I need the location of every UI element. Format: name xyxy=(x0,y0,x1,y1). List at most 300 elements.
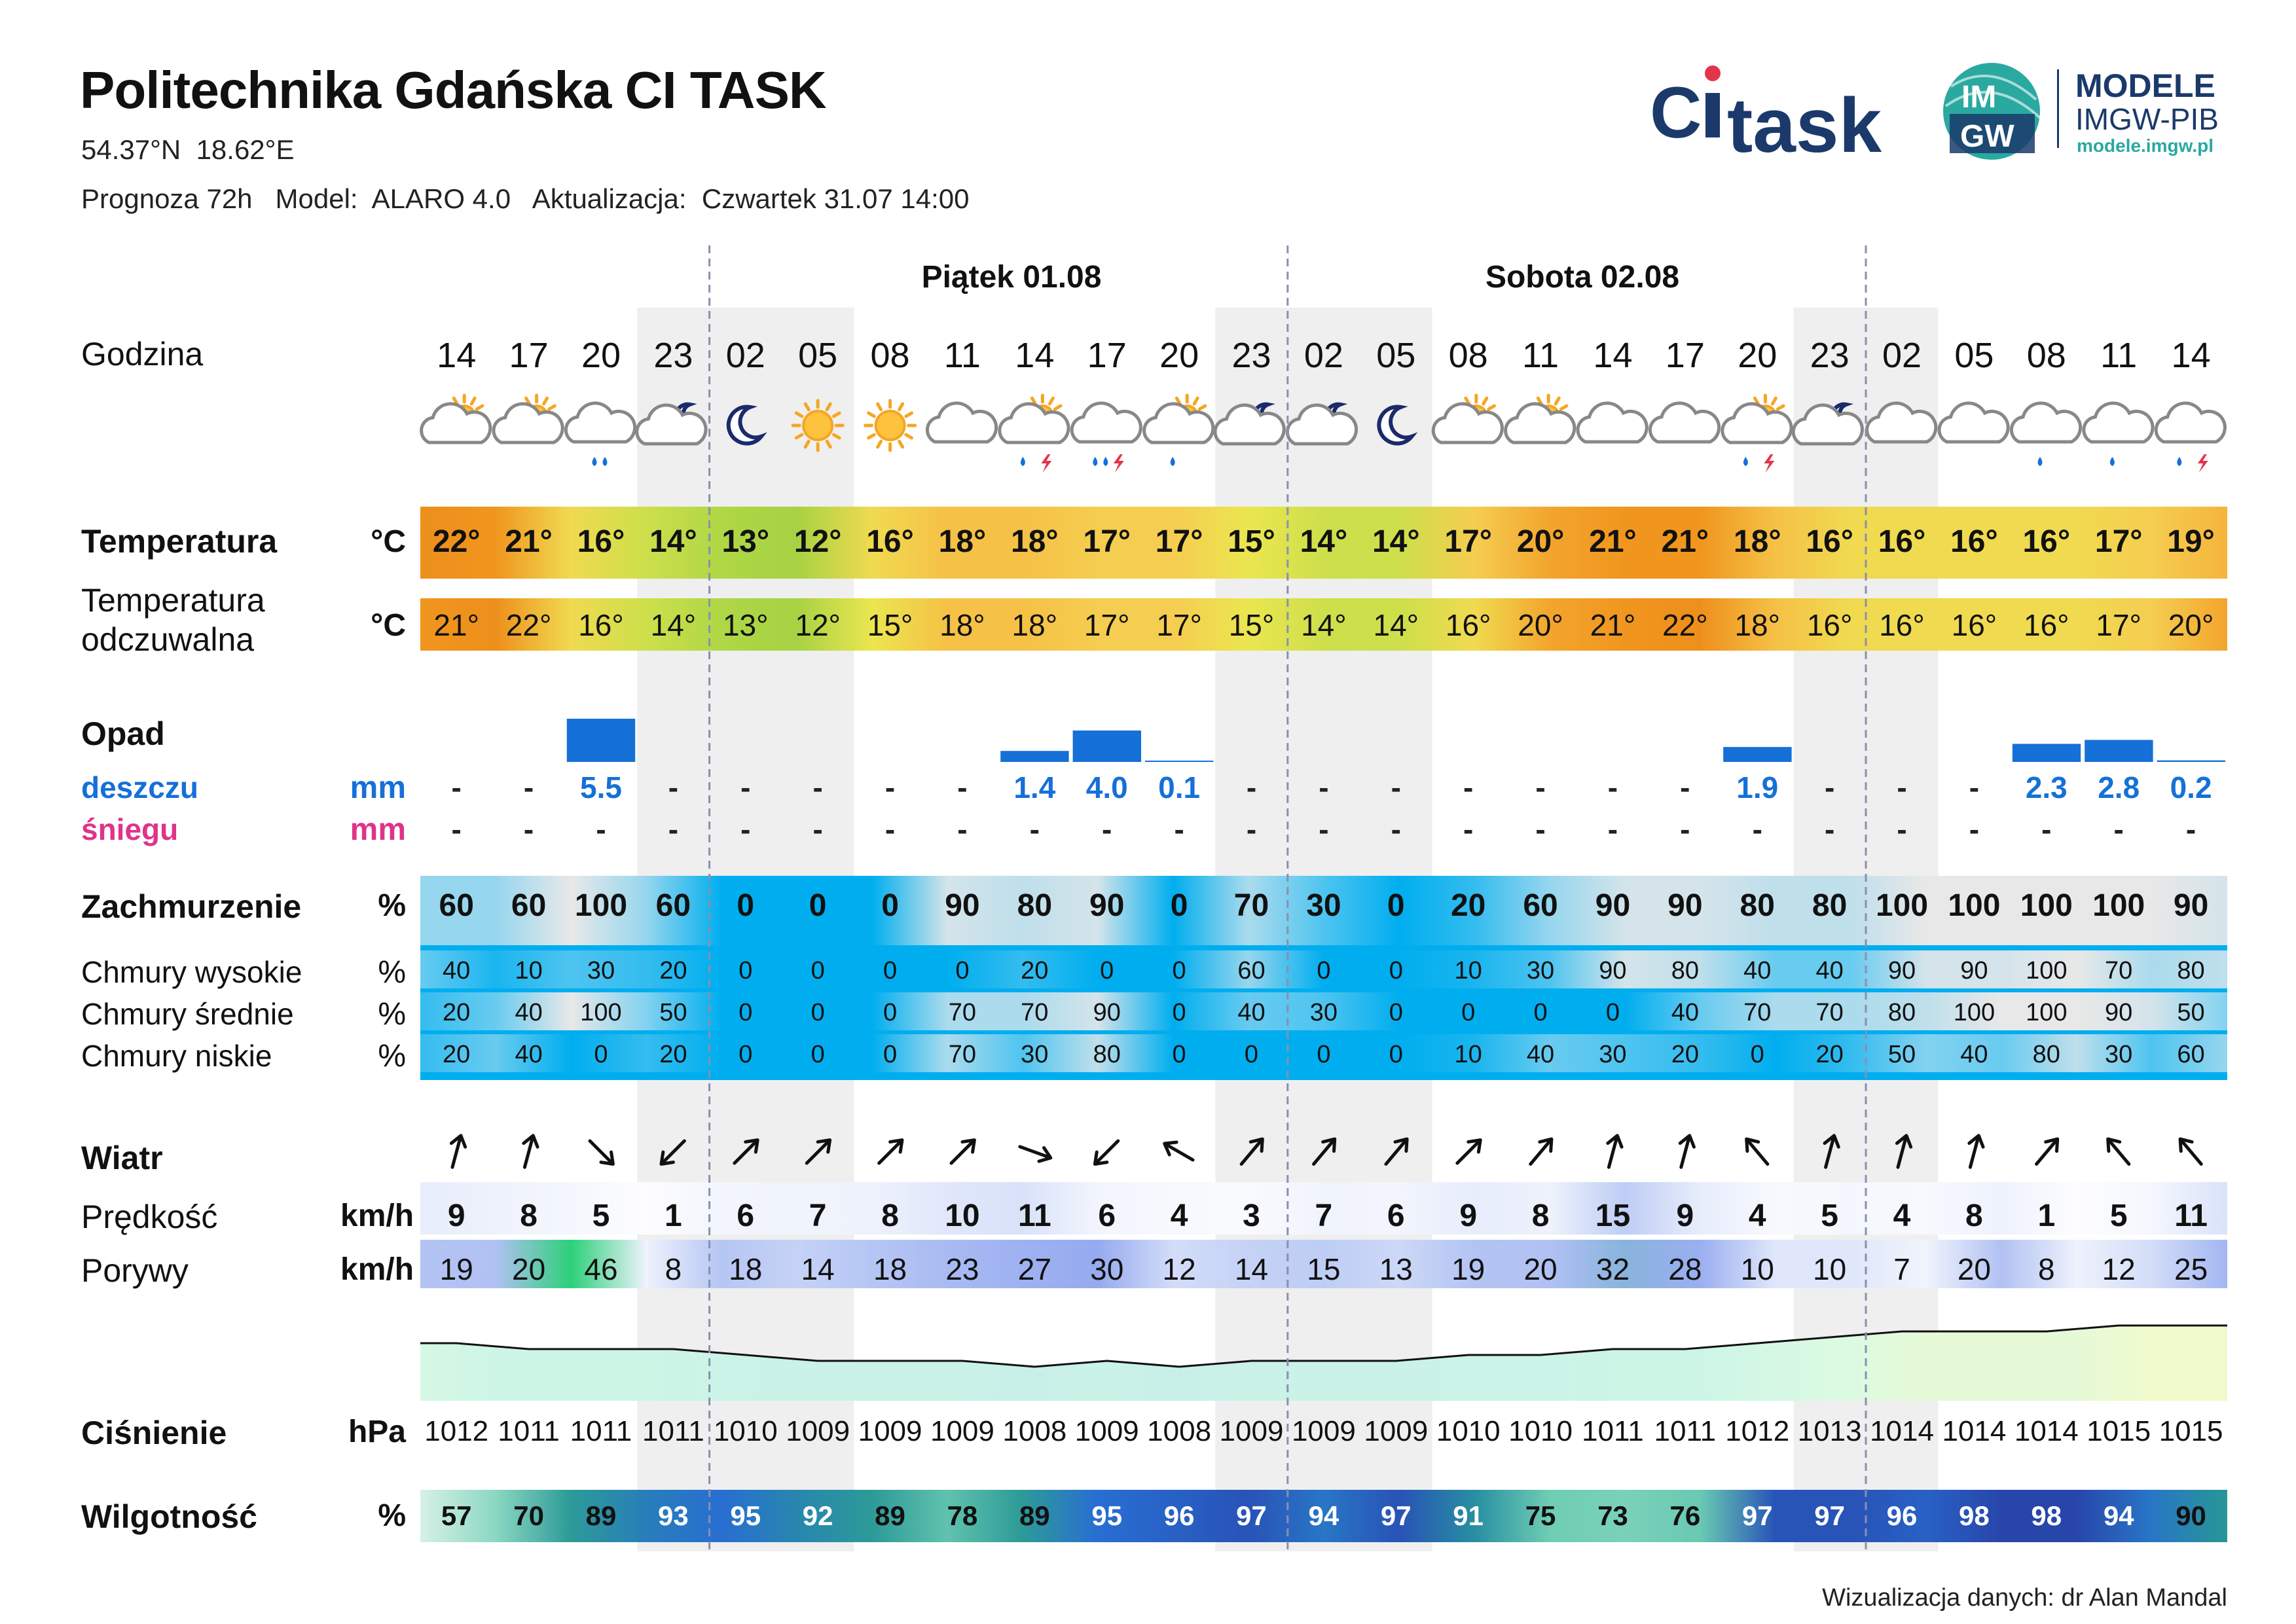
wind-arrow-icon xyxy=(2175,1134,2207,1168)
high-cloud-value: 0 xyxy=(1317,957,1331,984)
high-cloud-value: 80 xyxy=(1671,957,1699,984)
rain-drop-icon xyxy=(1743,457,1748,466)
hour-label: 05 xyxy=(1954,336,1994,375)
snow-value: - xyxy=(812,812,823,846)
weather-partly-day-icon xyxy=(1000,395,1068,473)
snow-value: - xyxy=(1969,812,1980,846)
row-label-temperature: Temperatura xyxy=(81,523,278,560)
rain-drop-icon xyxy=(592,457,597,466)
low-cloud-value: 0 xyxy=(883,1041,898,1068)
gust-value: 20 xyxy=(1957,1252,1991,1286)
lightning-icon xyxy=(2198,454,2208,473)
hour-label: 14 xyxy=(1015,336,1055,375)
gust-value: 14 xyxy=(1234,1252,1269,1286)
cloud-cover-value: 60 xyxy=(439,888,474,923)
row-label-cloud-cover: Zachmurzenie xyxy=(81,888,302,925)
feels-like-value: 15° xyxy=(867,608,913,642)
feels-like-value: 16° xyxy=(1879,608,1925,642)
gust-value: 7 xyxy=(1893,1252,1910,1286)
weather-sun-icon xyxy=(866,401,915,450)
wind-arrow-icon xyxy=(1161,1137,1196,1166)
high-cloud-value: 0 xyxy=(883,957,898,984)
wind-speed-value: 5 xyxy=(1821,1199,1838,1233)
row-label-rain: deszczu xyxy=(81,770,198,804)
snow-value: - xyxy=(2113,812,2124,846)
snow-value: - xyxy=(740,812,751,846)
high-cloud-value: 30 xyxy=(587,957,615,984)
low-cloud-value: 0 xyxy=(738,1041,753,1068)
low-cloud-value: 80 xyxy=(2032,1041,2060,1068)
wind-speed-value: 1 xyxy=(665,1199,682,1233)
cloud-cover-value: 90 xyxy=(1595,888,1631,923)
rain-value: - xyxy=(523,770,534,804)
high-cloud-value: 90 xyxy=(1960,957,1988,984)
feels-like-values xyxy=(420,607,2227,643)
feels-like-value: 20° xyxy=(2168,608,2214,642)
mid-cloud-value: 90 xyxy=(1093,999,1121,1026)
mid-cloud-value: 50 xyxy=(2177,999,2205,1026)
wind-speed-value: 6 xyxy=(1098,1199,1116,1233)
cloud-cover-value: 100 xyxy=(1948,888,2001,923)
pressure-value: 1015 xyxy=(2086,1415,2151,1447)
high-cloud-values xyxy=(420,957,2227,985)
weather-cloudy-icon xyxy=(1072,403,1140,473)
mid-cloud-value: 90 xyxy=(2105,999,2133,1026)
weather-cloudy-icon xyxy=(566,403,634,466)
hour-label: 23 xyxy=(653,336,693,375)
wind-arrow-icon xyxy=(1452,1135,1485,1168)
humidity-value: 98 xyxy=(2031,1500,2062,1531)
weather-partly-day-icon xyxy=(1433,395,1502,442)
snow-value: - xyxy=(1319,812,1329,846)
low-cloud-value: 20 xyxy=(659,1041,687,1068)
pressure-value: 1009 xyxy=(786,1415,850,1447)
row-label-mid-clouds: Chmury średnie xyxy=(81,997,294,1031)
snow-value: - xyxy=(2185,812,2196,846)
weather-cloudy-icon xyxy=(2156,403,2225,473)
pressure-value: 1014 xyxy=(2014,1415,2079,1447)
feels-like-value: 20° xyxy=(1518,608,1563,642)
rain-value: - xyxy=(668,770,679,804)
unit-wind-speed: km/h xyxy=(340,1199,414,1233)
feels-like-value: 18° xyxy=(939,608,985,642)
pressure-value: 1012 xyxy=(1725,1415,1790,1447)
rain-bar xyxy=(1145,761,1213,762)
feels-like-value: 22° xyxy=(1662,608,1708,642)
temperature-values xyxy=(420,524,2227,560)
snow-value: - xyxy=(1824,812,1835,846)
mid-cloud-value: 0 xyxy=(1533,999,1548,1026)
mid-cloud-value: 100 xyxy=(1953,999,1995,1026)
unit-pressure: hPa xyxy=(348,1415,406,1449)
pressure-value: 1015 xyxy=(2159,1415,2223,1447)
wind-arrow-icon xyxy=(518,1134,540,1169)
unit-snow: mm xyxy=(350,812,406,847)
gust-value: 10 xyxy=(1813,1252,1847,1286)
temperature-value: 16° xyxy=(866,524,914,559)
mid-cloud-value: 40 xyxy=(1237,999,1266,1026)
wind-speed-value: 9 xyxy=(1459,1199,1478,1233)
feels-like-value: 16° xyxy=(1951,608,1997,642)
pressure-value: 1008 xyxy=(1147,1415,1212,1447)
feels-like-value: 22° xyxy=(505,608,552,642)
cloud-cover-value: 70 xyxy=(1233,888,1269,923)
rain-bar xyxy=(1073,731,1141,762)
humidity-value: 97 xyxy=(1380,1500,1412,1531)
temperature-value: 17° xyxy=(1155,524,1203,559)
mid-cloud-value: 100 xyxy=(580,999,622,1026)
unit-humidity: % xyxy=(378,1498,406,1533)
snow-values xyxy=(420,812,2227,847)
snow-value: - xyxy=(1102,812,1112,846)
pressure-value: 1014 xyxy=(1942,1415,2007,1447)
cloud-cover-value: 80 xyxy=(1812,888,1848,923)
high-cloud-value: 90 xyxy=(1887,957,1916,984)
wind-speed-value: 4 xyxy=(1893,1199,1911,1233)
high-cloud-value: 30 xyxy=(1526,957,1555,984)
snow-value: - xyxy=(451,812,462,846)
wind-arrow-icon xyxy=(1525,1134,1557,1168)
unit-low-clouds: % xyxy=(378,1039,406,1074)
rain-value: 0.2 xyxy=(2170,770,2212,804)
temperature-value: 18° xyxy=(1733,524,1781,559)
pressure-value: 1013 xyxy=(1797,1415,1862,1447)
feels-like-value: 15° xyxy=(1228,608,1275,642)
gust-value: 28 xyxy=(1668,1252,1702,1286)
mid-cloud-value: 0 xyxy=(1389,999,1403,1026)
low-cloud-value: 30 xyxy=(1599,1041,1627,1068)
weather-cloudy-icon xyxy=(2084,403,2153,466)
snow-value: - xyxy=(1680,812,1690,846)
weather-cloudy-icon xyxy=(1939,403,2008,442)
wind-arrow-icon xyxy=(2102,1134,2134,1168)
unit-cloud-cover: % xyxy=(378,888,406,923)
high-cloud-value: 40 xyxy=(1743,957,1772,984)
mid-cloud-value: 30 xyxy=(1309,999,1338,1026)
hours-row xyxy=(420,335,2227,376)
gust-value: 12 xyxy=(2102,1252,2136,1286)
rain-drop-icon xyxy=(1093,457,1097,466)
rain-value: - xyxy=(957,770,968,804)
location-coords: 54.37°N 18.62°E xyxy=(81,134,295,165)
wind-speed-value: 8 xyxy=(520,1199,538,1233)
rain-value: - xyxy=(1824,770,1835,804)
low-cloud-value: 40 xyxy=(1960,1041,1988,1068)
humidity-value: 90 xyxy=(2176,1500,2206,1531)
hour-label: 20 xyxy=(581,336,621,375)
hour-label: 02 xyxy=(725,336,765,375)
gust-value: 18 xyxy=(873,1252,907,1286)
hour-label: 11 xyxy=(2100,336,2138,375)
humidity-value: 94 xyxy=(2103,1500,2134,1531)
low-cloud-value: 80 xyxy=(1093,1041,1121,1068)
snow-value: - xyxy=(1246,812,1257,846)
feels-like-value: 16° xyxy=(1445,608,1491,642)
snow-value: - xyxy=(1897,812,1907,846)
row-label-feels-like-1: Temperatura xyxy=(81,582,265,619)
high-cloud-value: 20 xyxy=(659,957,687,984)
humidity-value: 92 xyxy=(802,1500,833,1531)
mid-cloud-value: 70 xyxy=(948,999,977,1026)
temperature-value: 21° xyxy=(1589,524,1637,559)
wind-arrow-icon xyxy=(445,1134,467,1169)
unit-gusts: km/h xyxy=(340,1252,414,1287)
feels-like-value: 21° xyxy=(433,608,479,642)
cloud-cover-value: 0 xyxy=(737,888,755,923)
weather-partly-day-icon xyxy=(422,395,490,442)
gust-value: 46 xyxy=(584,1252,618,1286)
snow-value: - xyxy=(1607,812,1618,846)
hour-label: 17 xyxy=(509,336,549,375)
temperature-value: 16° xyxy=(577,524,625,559)
temperature-value: 18° xyxy=(1011,524,1059,559)
high-cloud-value: 70 xyxy=(2105,957,2133,984)
hour-label: 08 xyxy=(1448,336,1488,375)
svg-text:IMGW-PIB: IMGW-PIB xyxy=(2075,102,2219,136)
rain-value: - xyxy=(740,770,751,804)
low-cloud-value: 0 xyxy=(1389,1041,1403,1068)
lightning-icon xyxy=(1041,454,1051,473)
feels-like-value: 14° xyxy=(1301,608,1347,642)
pressure-value: 1010 xyxy=(1508,1415,1573,1447)
rain-value: - xyxy=(451,770,462,804)
gust-values xyxy=(420,1252,2227,1287)
weather-partly-day-icon xyxy=(1722,395,1791,473)
unit-mid-clouds: % xyxy=(378,997,406,1032)
hour-label: 23 xyxy=(1810,336,1850,375)
humidity-value: 95 xyxy=(1091,1500,1123,1531)
hour-label: 14 xyxy=(2171,336,2211,375)
pressure-value: 1009 xyxy=(858,1415,922,1447)
rain-bar xyxy=(2013,744,2081,762)
low-cloud-value: 0 xyxy=(1244,1041,1259,1068)
low-cloud-value: 20 xyxy=(443,1041,471,1068)
weather-cloudy-icon xyxy=(2011,403,2080,466)
rain-value: - xyxy=(812,770,823,804)
high-cloud-value: 40 xyxy=(443,957,471,984)
pressure-values xyxy=(420,1415,2227,1448)
gust-value: 30 xyxy=(1090,1252,1124,1286)
mid-cloud-value: 40 xyxy=(1671,999,1699,1026)
wind-speed-values xyxy=(420,1198,2227,1234)
row-label-precipitation: Opad xyxy=(81,715,165,752)
wind-speed-value: 4 xyxy=(1748,1199,1766,1233)
wind-arrow-icon xyxy=(1674,1134,1696,1169)
wind-speed-value: 8 xyxy=(881,1199,899,1233)
high-cloud-value: 40 xyxy=(1815,957,1844,984)
humidity-value: 96 xyxy=(1163,1500,1195,1531)
temperature-value: 14° xyxy=(1372,524,1420,559)
temperature-value: 22° xyxy=(432,524,481,559)
feels-like-value: 13° xyxy=(722,608,769,642)
cloud-cover-value: 100 xyxy=(1875,888,1929,923)
wind-arrow-icon xyxy=(874,1135,907,1168)
pressure-value: 1011 xyxy=(642,1415,704,1447)
cloud-cover-value: 0 xyxy=(809,888,827,923)
wind-speed-value: 6 xyxy=(737,1199,755,1233)
svg-text:task: task xyxy=(1727,82,1882,165)
rain-value: 1.9 xyxy=(1736,770,1779,804)
pressure-value: 1010 xyxy=(1436,1415,1501,1447)
humidity-value: 91 xyxy=(1453,1500,1484,1531)
feels-like-value: 16° xyxy=(1806,608,1853,642)
pressure-value: 1011 xyxy=(1654,1415,1717,1447)
cloud-cover-value: 90 xyxy=(2173,888,2209,923)
row-label-low-clouds: Chmury niskie xyxy=(81,1039,272,1073)
temperature-value: 12° xyxy=(793,524,842,559)
cloud-cover-value: 20 xyxy=(1450,888,1486,923)
svg-text:GW: GW xyxy=(1960,119,2014,154)
hour-label: 11 xyxy=(943,336,981,375)
mid-cloud-value: 100 xyxy=(2026,999,2068,1026)
cloud-cover-value: 60 xyxy=(511,888,547,923)
row-label-gusts: Porywy xyxy=(81,1252,189,1289)
mid-cloud-value: 70 xyxy=(1021,999,1049,1026)
humidity-value: 94 xyxy=(1308,1500,1339,1531)
pressure-value: 1009 xyxy=(1219,1415,1284,1447)
snow-value: - xyxy=(1463,812,1474,846)
svg-text:C: C xyxy=(1650,73,1702,153)
rain-bar xyxy=(2157,761,2225,762)
temperature-value: 17° xyxy=(1083,524,1131,559)
wind-arrow-icon xyxy=(1741,1134,1773,1168)
hour-label: 14 xyxy=(1593,336,1633,375)
mid-cloud-value: 40 xyxy=(515,999,543,1026)
low-cloud-value: 20 xyxy=(1671,1041,1699,1068)
temperature-value: 17° xyxy=(1444,524,1492,559)
humidity-value: 97 xyxy=(1741,1500,1773,1531)
temperature-value: 18° xyxy=(938,524,987,559)
gust-value: 8 xyxy=(665,1252,682,1286)
rain-value: - xyxy=(1969,770,1980,804)
mid-cloud-value: 0 xyxy=(1605,999,1620,1026)
low-cloud-value: 40 xyxy=(1526,1041,1555,1068)
high-cloud-value: 100 xyxy=(2026,957,2068,984)
mid-cloud-value: 70 xyxy=(1815,999,1844,1026)
gust-value: 10 xyxy=(1740,1252,1774,1286)
high-cloud-value: 0 xyxy=(811,957,825,984)
humidity-value: 96 xyxy=(1886,1500,1918,1531)
humidity-value: 57 xyxy=(441,1500,472,1531)
rain-value: 5.5 xyxy=(580,770,622,804)
rain-value: - xyxy=(1319,770,1329,804)
low-cloud-value: 0 xyxy=(594,1041,608,1068)
rain-value: 2.3 xyxy=(2025,770,2068,804)
cloud-cover-values xyxy=(420,888,2227,924)
feels-like-value: 14° xyxy=(1373,608,1419,642)
high-cloud-value: 80 xyxy=(2177,957,2205,984)
rain-value: - xyxy=(884,770,896,804)
pressure-value: 1009 xyxy=(1364,1415,1429,1447)
wind-arrow-icon xyxy=(585,1136,618,1169)
low-cloud-value: 10 xyxy=(1454,1041,1482,1068)
gust-value: 20 xyxy=(512,1252,546,1286)
cloud-cover-value: 0 xyxy=(1387,888,1405,923)
cloud-cover-value: 60 xyxy=(655,888,691,923)
cloud-cover-value: 0 xyxy=(1170,888,1188,923)
low-cloud-values xyxy=(420,1041,2227,1069)
humidity-value: 73 xyxy=(1597,1500,1628,1531)
rain-bar xyxy=(567,719,635,762)
low-cloud-value: 0 xyxy=(1317,1041,1331,1068)
humidity-value: 89 xyxy=(1019,1500,1050,1531)
high-cloud-value: 0 xyxy=(738,957,753,984)
wind-speed-value: 7 xyxy=(809,1199,827,1233)
hour-label: 02 xyxy=(1303,336,1343,375)
wind-speed-value: 1 xyxy=(2037,1199,2056,1233)
row-label-high-clouds: Chmury wysokie xyxy=(81,955,302,989)
row-label-snow: śniegu xyxy=(81,812,179,846)
rain-value: 1.4 xyxy=(1013,770,1056,804)
snow-value: - xyxy=(596,812,606,846)
low-cloud-value: 0 xyxy=(811,1041,825,1068)
wind-speed-value: 4 xyxy=(1170,1199,1188,1233)
snow-value: - xyxy=(1391,812,1401,846)
wind-speed-value: 11 xyxy=(2174,1199,2208,1233)
snow-value: - xyxy=(1029,812,1040,846)
hour-label: 11 xyxy=(1522,336,1559,375)
high-cloud-value: 20 xyxy=(1021,957,1049,984)
pressure-value: 1012 xyxy=(424,1415,489,1447)
snow-value: - xyxy=(2041,812,2052,846)
rain-value: - xyxy=(1680,770,1690,804)
rain-drop-icon xyxy=(2038,457,2043,466)
pressure-value: 1009 xyxy=(1291,1415,1356,1447)
rain-drop-icon xyxy=(1171,457,1175,466)
wind-speed-value: 11 xyxy=(1017,1199,1051,1233)
row-label-hour: Godzina xyxy=(81,336,204,372)
gust-value: 20 xyxy=(1523,1252,1558,1286)
wind-speed-value: 5 xyxy=(2109,1199,2128,1233)
rain-bar xyxy=(2085,740,2153,762)
gust-value: 14 xyxy=(801,1252,835,1286)
mid-cloud-values xyxy=(420,999,2227,1027)
rain-value: 2.8 xyxy=(2098,770,2140,804)
mid-cloud-value: 20 xyxy=(443,999,471,1026)
unit-temperature: °C xyxy=(371,524,406,559)
hour-label: 08 xyxy=(870,336,910,375)
high-cloud-value: 0 xyxy=(1389,957,1403,984)
rain-drop-icon xyxy=(2177,457,2181,466)
weather-cloudy-icon xyxy=(1578,403,1647,442)
high-cloud-value: 0 xyxy=(1172,957,1186,984)
cloud-cover-value: 100 xyxy=(574,888,628,923)
high-cloud-value: 10 xyxy=(1454,957,1482,984)
rain-drop-icon xyxy=(1021,457,1025,466)
cloud-cover-value: 90 xyxy=(1089,888,1125,923)
cloud-cover-value: 30 xyxy=(1306,888,1341,923)
hour-label: 14 xyxy=(437,336,477,375)
rain-value: - xyxy=(1246,770,1257,804)
temperature-value: 19° xyxy=(2167,524,2215,559)
row-label-wind-speed: Prędkość xyxy=(81,1199,218,1235)
unit-high-clouds: % xyxy=(378,955,406,990)
wind-arrow-icon xyxy=(1602,1134,1624,1169)
gust-value: 12 xyxy=(1162,1252,1196,1286)
temperature-value: 20° xyxy=(1516,524,1565,559)
snow-value: - xyxy=(523,812,534,846)
gust-value: 8 xyxy=(2037,1252,2055,1286)
temperature-value: 16° xyxy=(2022,524,2071,559)
lightning-icon xyxy=(1114,454,1124,473)
pressure-value: 1010 xyxy=(713,1415,778,1447)
humidity-value: 97 xyxy=(1814,1500,1845,1531)
temperature-value: 21° xyxy=(1661,524,1709,559)
rain-value: - xyxy=(1607,770,1618,804)
rain-bar xyxy=(1723,747,1791,762)
temperature-value: 13° xyxy=(721,524,770,559)
cloud-cover-value: 60 xyxy=(1523,888,1558,923)
